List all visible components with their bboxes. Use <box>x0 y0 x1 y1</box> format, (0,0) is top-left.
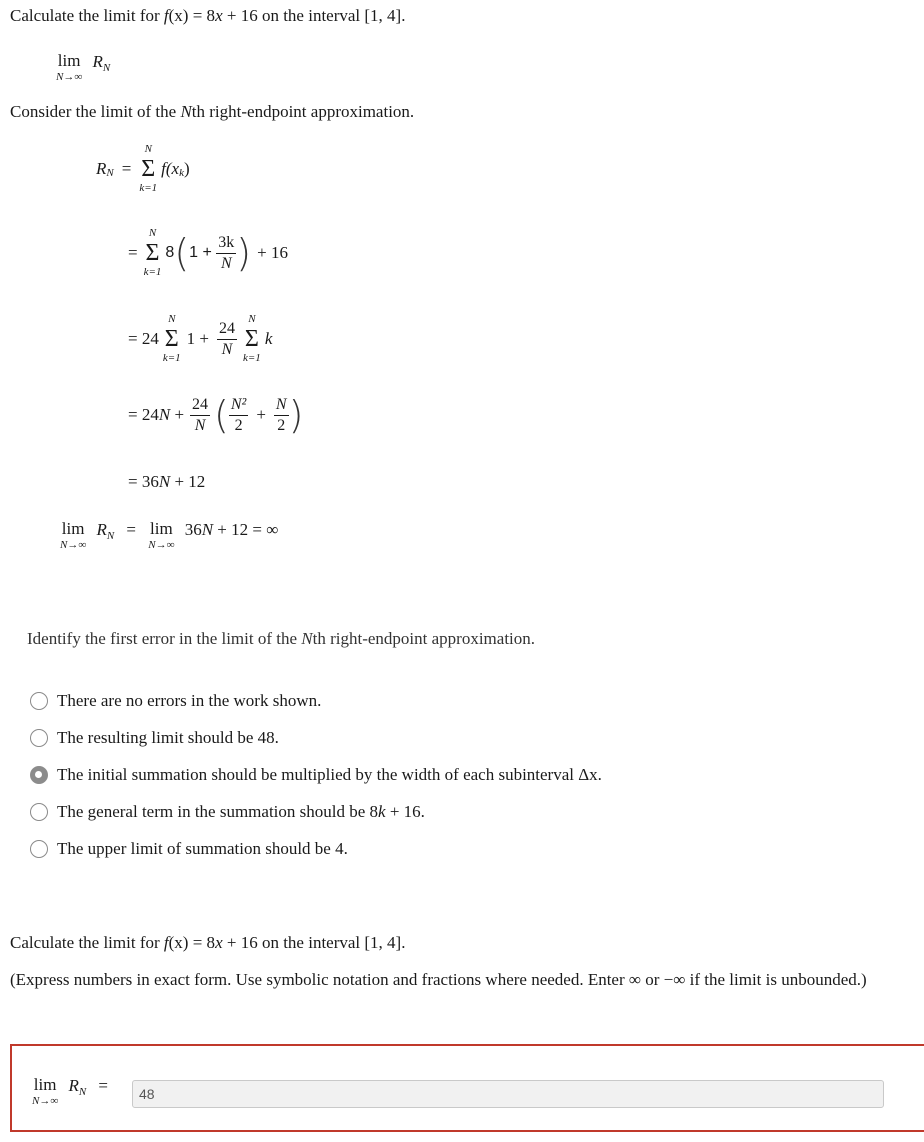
radio-button[interactable] <box>30 729 48 747</box>
consider-text: Consider the limit of the Nth right-endpoint approximation. <box>10 102 415 121</box>
option-label: The resulting limit should be 48. <box>57 728 279 747</box>
question-text: Identify the first error in the limit of the Nth right-endpoint approximation. <box>27 629 536 648</box>
option-label: The upper limit of summation should be 4. <box>57 839 348 858</box>
work-line-2: = N Σ k=1 8 ( 1 + $\frac{3k}{N}$ ) + 16 <box>128 227 288 278</box>
work-line-6: lim N→∞ $R_N = \lim$ N→∞ 36N + 12 = ∞ <box>60 519 279 551</box>
radio-button[interactable] <box>30 803 48 821</box>
answer-input[interactable]: 48 <box>132 1080 884 1108</box>
option-upper-limit[interactable] <box>30 837 348 861</box>
radio-button[interactable] <box>30 692 48 710</box>
summation-sign: N Σ k=1 <box>143 227 162 278</box>
option-label: There are no errors in the work shown. <box>57 691 322 710</box>
answer-limit-label: lim N→∞ $R_N$ = <box>32 1075 109 1107</box>
instructions: (Express numbers in exact form. Use symbolic notation and fractions where needed. Enter ∞ or −∞ if the limit is unbounded.) <box>10 970 867 989</box>
summation-sign: N Σ k=1 <box>139 143 158 194</box>
radio-button[interactable] <box>30 840 48 858</box>
option-multiply-width[interactable] <box>30 763 602 787</box>
option-label: The initial summation should be multiplied by the width of each subinterval Δx. <box>57 765 602 784</box>
work-line-3: = 24 N Σ k=1 1 + $\frac{24}{N}$ N Σ k=1 k <box>128 313 273 364</box>
work-line-4: = 24 N + $\frac{24}{N}$ ( $\frac{\text{N²}}{2}$ + $\frac{N}{2}$ ) <box>128 393 304 437</box>
summation-sign: N Σ k=1 <box>162 313 181 364</box>
work-line-1: R N = N Σ k=1 f(x k ) <box>96 143 190 194</box>
problem-statement: Calculate the limit for f(x) = 8x + 16 on the interval [1, 4]. <box>10 6 406 25</box>
option-label: The general term in the summation should be 8k + 16. <box>57 802 425 821</box>
option-no-errors[interactable] <box>30 689 321 713</box>
work-line-5: = 36N + 12 <box>128 472 206 491</box>
option-general-term[interactable] <box>30 800 425 824</box>
limit-expression: lim N→∞ $R_N$ <box>56 51 111 83</box>
problem-statement-2: Calculate the limit for f(x) = 8x + 16 on the interval [1, 4]. <box>10 933 406 952</box>
radio-button-selected[interactable] <box>30 766 48 784</box>
summation-sign: N Σ k=1 <box>243 313 261 364</box>
option-limit-48[interactable] <box>30 726 279 750</box>
